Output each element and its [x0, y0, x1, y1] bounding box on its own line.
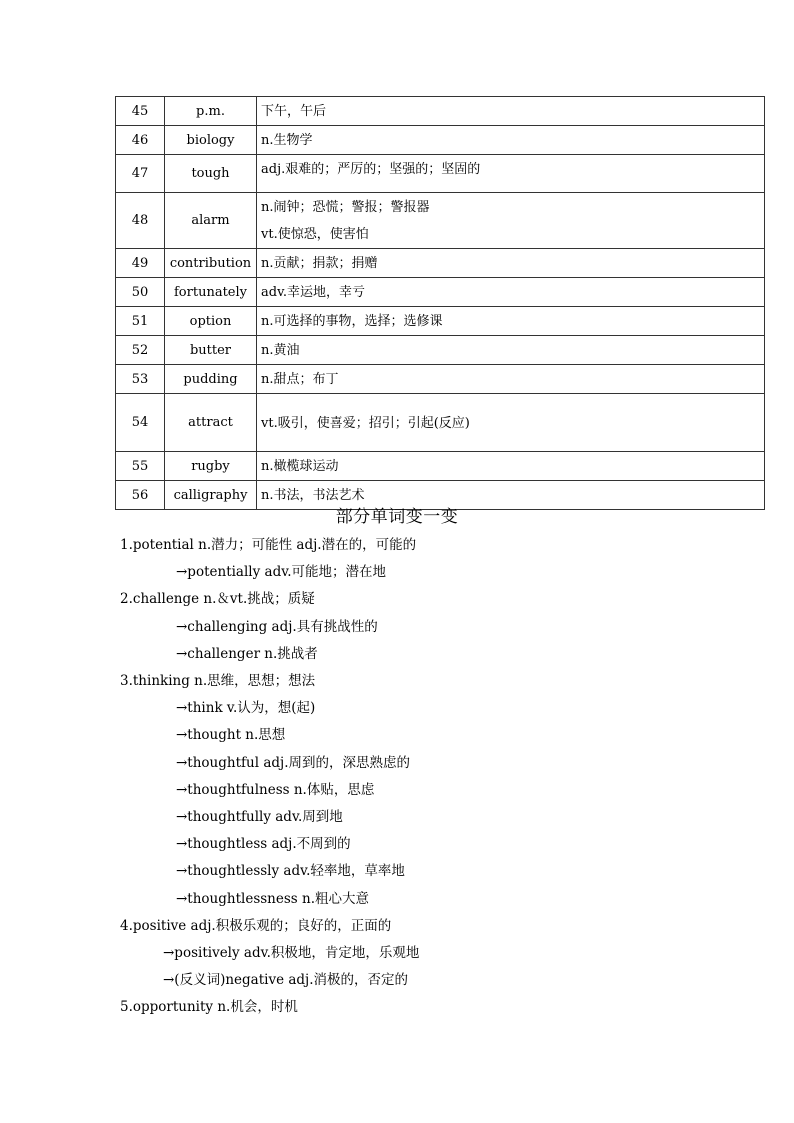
vocab-definition — [257, 155, 765, 193]
word-entry: 2.challenge n.＆vt.挑战；质疑 — [120, 591, 315, 608]
derived-form: →thoughtful adj.周到的，深思熟虑的 — [176, 754, 410, 771]
vocab-word: tough — [165, 155, 257, 193]
definition-line: n.橄榄球运动 — [261, 459, 339, 474]
row-number: 47 — [116, 155, 165, 193]
vocab-definition — [257, 336, 765, 365]
definition-line: vt.吸引，使喜爱；招引；引起(反应) — [261, 415, 470, 431]
derived-form: →challenger n.挑战者 — [176, 645, 318, 662]
vocab-word: calligraphy — [165, 481, 257, 510]
definition-line: vt.使惊恐，使害怕 — [261, 227, 369, 242]
table-row — [116, 452, 765, 481]
table-row — [116, 97, 765, 126]
definition-line: n.甜点；布丁 — [261, 372, 339, 387]
vocab-word: attract — [165, 394, 257, 452]
vocabulary-table — [115, 96, 765, 510]
derived-form: →positively adv.积极地，肯定地，乐观地 — [163, 945, 420, 961]
row-number: 45 — [116, 97, 165, 126]
vocab-word: biology — [165, 126, 257, 155]
derived-form: →(反义词)negative adj.消极的，否定的 — [163, 972, 409, 989]
table-row — [116, 307, 765, 336]
table-row — [116, 155, 765, 193]
row-number: 49 — [116, 249, 165, 278]
vocab-definition — [257, 249, 765, 278]
table-row — [116, 249, 765, 278]
vocab-definition — [257, 278, 765, 307]
definition-line: adv.幸运地，幸亏 — [261, 285, 366, 300]
vocab-word: p.m. — [165, 97, 257, 126]
vocab-word: alarm — [165, 193, 257, 249]
derived-form: →thoughtless adj.不周到的 — [176, 836, 351, 853]
vocab-word: fortunately — [165, 278, 257, 307]
derived-form: →thoughtfulness n.体贴，思虑 — [176, 781, 375, 798]
vocab-definition — [257, 126, 765, 155]
vocab-definition — [257, 97, 765, 126]
derived-form: →thoughtlessly adv.轻率地，草率地 — [176, 863, 405, 880]
definition-line: n.闹钟；恐慌；警报；警报器 — [261, 200, 430, 215]
word-entry: 3.thinking n.思维，思想；想法 — [120, 673, 316, 689]
row-number: 50 — [116, 278, 165, 307]
derived-form: →thoughtlessness n.粗心大意 — [176, 890, 369, 907]
vocab-word: butter — [165, 336, 257, 365]
word-entry: 4.positive adj.积极乐观的；良好的，正面的 — [120, 917, 392, 934]
vocab-word: pudding — [165, 365, 257, 394]
vocab-definition — [257, 307, 765, 336]
definition-line: n.书法，书法艺术 — [261, 488, 365, 503]
row-number: 46 — [116, 126, 165, 155]
definition-line: adj.艰难的；严厉的；坚强的；坚固的 — [261, 162, 481, 177]
definition-line: n.生物学 — [261, 133, 313, 148]
vocab-definition — [257, 452, 765, 481]
table-row — [116, 193, 765, 249]
derived-form: →think v.认为，想(起) — [176, 700, 316, 717]
table-row — [116, 394, 765, 452]
vocab-word: contribution — [165, 249, 257, 278]
derived-form: →thought n.思想 — [176, 727, 286, 744]
row-number: 48 — [116, 193, 165, 249]
word-entry: 1.potential n.潜力；可能性 adj.潜在的，可能的 — [120, 537, 417, 553]
vocab-definition — [257, 193, 765, 249]
definition-line: n.黄油 — [261, 343, 300, 358]
derived-form: →potentially adv.可能地；潜在地 — [176, 564, 387, 581]
table-row — [116, 336, 765, 365]
section-title: 部分单词变一变 — [335, 507, 459, 527]
vocab-word: option — [165, 307, 257, 336]
vocab-word: rugby — [165, 452, 257, 481]
derived-form: →challenging adj.具有挑战性的 — [176, 618, 378, 635]
table-row — [116, 278, 765, 307]
vocab-definition — [257, 394, 765, 452]
row-number: 53 — [116, 365, 165, 394]
word-entry: 5.opportunity n.机会，时机 — [120, 999, 298, 1016]
derived-form: →thoughtfully adv.周到地 — [176, 809, 343, 825]
definition-line: 下午，午后 — [261, 104, 327, 119]
definition-line: n.可选择的事物，选择；选修课 — [261, 314, 443, 329]
vocab-definition — [257, 365, 765, 394]
definition-line: n.贡献；捐款；捐赠 — [261, 256, 378, 271]
vocabulary-table-body — [116, 97, 765, 510]
table-row — [116, 126, 765, 155]
row-number: 52 — [116, 336, 165, 365]
row-number: 55 — [116, 452, 165, 481]
row-number: 51 — [116, 307, 165, 336]
row-number: 54 — [116, 394, 165, 452]
row-number: 56 — [116, 481, 165, 510]
table-row — [116, 365, 765, 394]
